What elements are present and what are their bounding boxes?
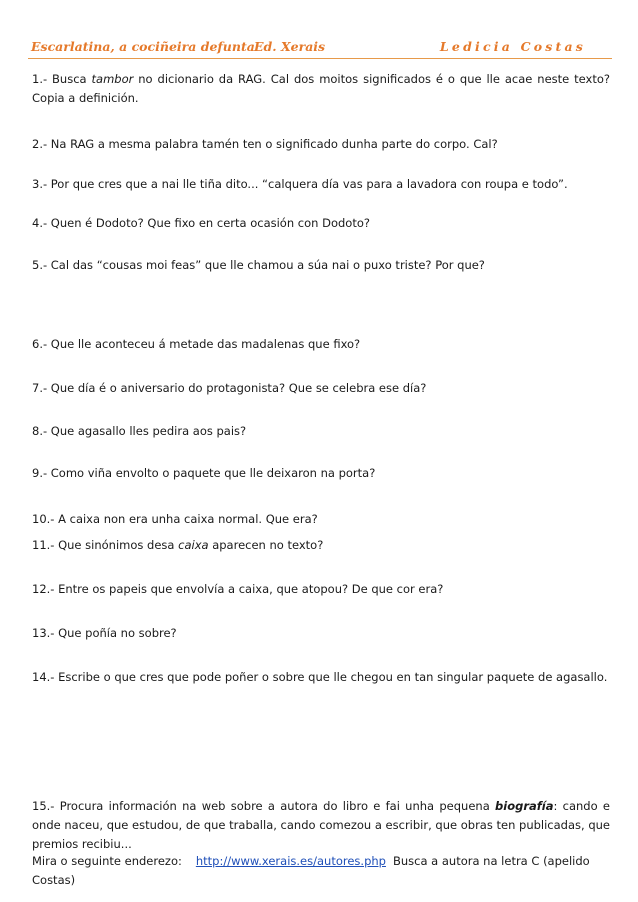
question-5: 5.- Cal das “cousas moi feas” que lle chamou a súa nai o puxo triste? Por que? xyxy=(32,258,485,272)
question-7: 7.- Que día é o aniversario do protagonista? Que se celebra ese día? xyxy=(32,381,427,395)
page-header xyxy=(28,36,612,59)
question-10: 10.- A caixa non era unha caixa normal. Que era? xyxy=(32,512,318,526)
question-11-text-end: aparecen no texto? xyxy=(208,538,324,552)
question-1-text: 1.- Busca xyxy=(32,72,92,86)
question-9: 9.- Como viña envolto o paquete que lle deixaron na porta? xyxy=(32,466,376,480)
question-11-text: 11.- Que sinónimos desa xyxy=(32,538,179,552)
book-title: Escarlatina, a cociñeira defunta xyxy=(31,39,255,54)
footer-line xyxy=(32,852,610,890)
footer-hint: Busca a autora na letra C (apelido Costas) xyxy=(32,854,590,887)
question-15-text-end: : cando e onde naceu, que estudou, de que traballa, cando comezou a escribir, que obras ten publicadas, que premios recibiu... xyxy=(32,799,610,851)
question-1-emphasis: tambor xyxy=(91,72,134,86)
question-1 xyxy=(32,70,610,108)
authors-link[interactable]: http://www.xerais.es/autores.php xyxy=(195,854,386,868)
question-12: 12.- Entre os papeis que envolvía a caixa, que atopou? De que cor era? xyxy=(32,582,444,596)
question-11 xyxy=(32,536,610,555)
question-15-text: 15.- Procura información na web sobre a autora do libro e fai unha pequena xyxy=(32,799,496,813)
question-3: 3.- Por que cres que a nai lle tiña dito... “calquera día vas para a lavadora con roupa e todo”. xyxy=(32,177,568,191)
question-2: 2.- Na RAG a mesma palabra tamén ten o significado dunha parte do corpo. Cal? xyxy=(32,137,498,151)
question-6: 6.- Que lle aconteceu á metade das madalenas que fixo? xyxy=(32,337,361,351)
author-name: Ledicia Costas xyxy=(439,39,586,54)
question-14: 14.- Escribe o que cres que pode poñer o sobre que lle chegou en tan singular paquete de agasallo. xyxy=(32,670,608,684)
question-4: 4.- Quen é Dodoto? Que fixo en certa ocasión con Dodoto? xyxy=(32,216,370,230)
footer-intro: Mira o seguinte enderezo: xyxy=(32,854,182,868)
question-15-emphasis: biografía xyxy=(495,799,554,813)
question-15 xyxy=(32,797,610,854)
question-1-text-end: no dicionario da RAG. Cal dos moitos significados é o que lle acae neste texto? Copia a definición. xyxy=(32,72,610,105)
question-13: 13.- Que poñía no sobre? xyxy=(32,626,177,640)
publisher: Ed. Xerais xyxy=(254,39,326,54)
question-8: 8.- Que agasallo lles pedira aos pais? xyxy=(32,424,247,438)
question-11-emphasis: caixa xyxy=(178,538,209,552)
